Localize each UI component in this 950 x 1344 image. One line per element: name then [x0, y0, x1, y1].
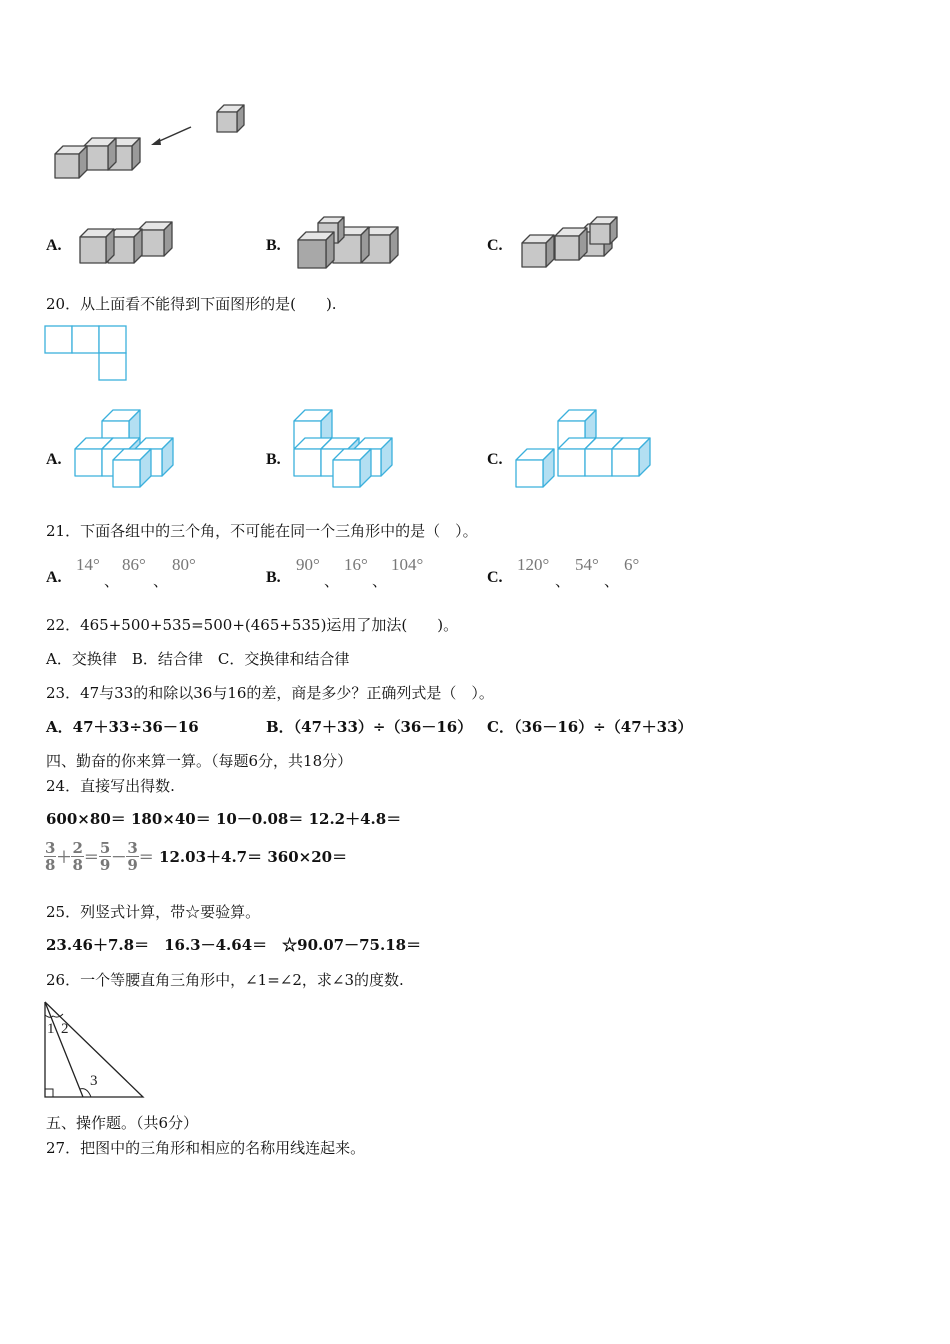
section-5-heading: 五、操作题。（共6分）: [46, 1114, 199, 1132]
cube-front: [80, 237, 106, 263]
separator: 、: [153, 572, 169, 590]
q23-option-a[interactable]: A．47＋33÷36－16: [46, 718, 199, 736]
q21-option-a[interactable]: A.: [46, 569, 62, 586]
separator: 、: [104, 572, 120, 590]
angle: 80°: [172, 555, 196, 574]
angle-3-label: 3: [90, 1073, 98, 1089]
grid-cell: [99, 353, 126, 380]
q20-title: 20．从上面看不能得到下面图形的是( ).: [46, 295, 337, 313]
q21-option-c[interactable]: C.: [487, 569, 503, 586]
bisector-line: [45, 1002, 83, 1097]
separator: 、: [372, 572, 388, 590]
q26-title: 26．一个等腰直角三角形中，∠1=∠2，求∠3的度数.: [46, 971, 404, 989]
fraction: $\frac{2}{8}$: [72, 839, 83, 874]
angle: 86°: [122, 555, 146, 574]
q21-option-b[interactable]: B.: [266, 569, 281, 586]
q21-title: 21．下面各组中的三个角，不可能在同一个三角形中的是（ ）。: [46, 522, 478, 540]
cube-front: [294, 449, 321, 476]
angle: 104°: [391, 555, 424, 574]
fraction: $\frac{3}{9}$: [127, 839, 138, 874]
q20-option-b[interactable]: B.: [266, 451, 281, 468]
q19-option-b[interactable]: B.: [266, 237, 281, 254]
angle: 54°: [575, 555, 599, 574]
q27-title: 27．把图中的三角形和相应的名称用线连起来。: [46, 1139, 366, 1157]
q19-option-a[interactable]: A.: [46, 237, 62, 254]
right-angle-mark: [45, 1089, 53, 1097]
cube-front: [612, 449, 639, 476]
operator: ＝: [138, 847, 154, 866]
q24-title: 24．直接写出得数.: [46, 777, 175, 795]
cube-front: [75, 449, 102, 476]
q23-title: 23．47与33的和除以36与16的差，商是多少？正确列式是（ ）。: [46, 684, 494, 702]
angle: 90°: [296, 555, 320, 574]
separator: 、: [604, 572, 620, 590]
angle-1-label: 1: [47, 1021, 55, 1037]
q20-option-c[interactable]: C.: [487, 451, 503, 468]
q22-options[interactable]: A．交换律 B．结合律 C．交换律和结合律: [46, 650, 350, 668]
q22-title: 22．465+500+535=500+(465+535)运用了加法( )。: [46, 616, 459, 634]
grid-cell: [72, 326, 99, 353]
grid-cell: [45, 326, 72, 353]
q24-row1: 600×80＝ 180×40＝ 10－0.08＝ 12.2＋4.8＝: [46, 810, 402, 828]
q24-row2: [44, 840, 347, 873]
q24-row2-rest: 12.03＋4.7＝ 360×20＝: [153, 847, 348, 866]
operator: ＋: [56, 847, 72, 866]
angle-2-label: 2: [61, 1021, 69, 1037]
q23-option-b[interactable]: B．（47＋33）÷（36－16）: [266, 718, 473, 736]
cube-front: [585, 449, 612, 476]
arrow-line: [155, 127, 191, 143]
cube-front: [590, 224, 610, 244]
operator: ＝: [83, 847, 99, 866]
cube-front: [298, 240, 326, 268]
separator: 、: [555, 572, 571, 590]
operator: －: [111, 847, 127, 866]
grid-cell: [99, 326, 126, 353]
cube-front: [555, 236, 579, 260]
separator: 、: [324, 572, 340, 590]
cube-front: [558, 449, 585, 476]
angle: 6°: [624, 555, 640, 574]
q19-option-c[interactable]: C.: [487, 237, 503, 254]
angle: 16°: [344, 555, 368, 574]
angle: 120°: [517, 555, 550, 574]
cube-front: [522, 243, 546, 267]
q25-title: 25．列竖式计算，带☆要验算。: [46, 903, 261, 921]
cube-front: [333, 460, 360, 487]
q20-option-a[interactable]: A.: [46, 451, 62, 468]
section-4-heading: 四、勤奋的你来算一算。（每题6分，共18分）: [46, 752, 353, 770]
fraction: $\frac{3}{8}$: [45, 839, 56, 874]
cube-front: [113, 460, 140, 487]
cube-front: [55, 154, 79, 178]
cube-front: [516, 460, 543, 487]
q25-row: 23.46＋7.8＝ 16.3－4.64＝ ☆90.07－75.18＝: [46, 936, 422, 954]
q23-option-c[interactable]: C．（36－16）÷（47＋33）: [487, 718, 693, 736]
fraction: $\frac{5}{9}$: [99, 839, 111, 874]
arrow-head: [151, 138, 161, 145]
angle: 14°: [76, 555, 100, 574]
cube-front: [217, 112, 237, 132]
